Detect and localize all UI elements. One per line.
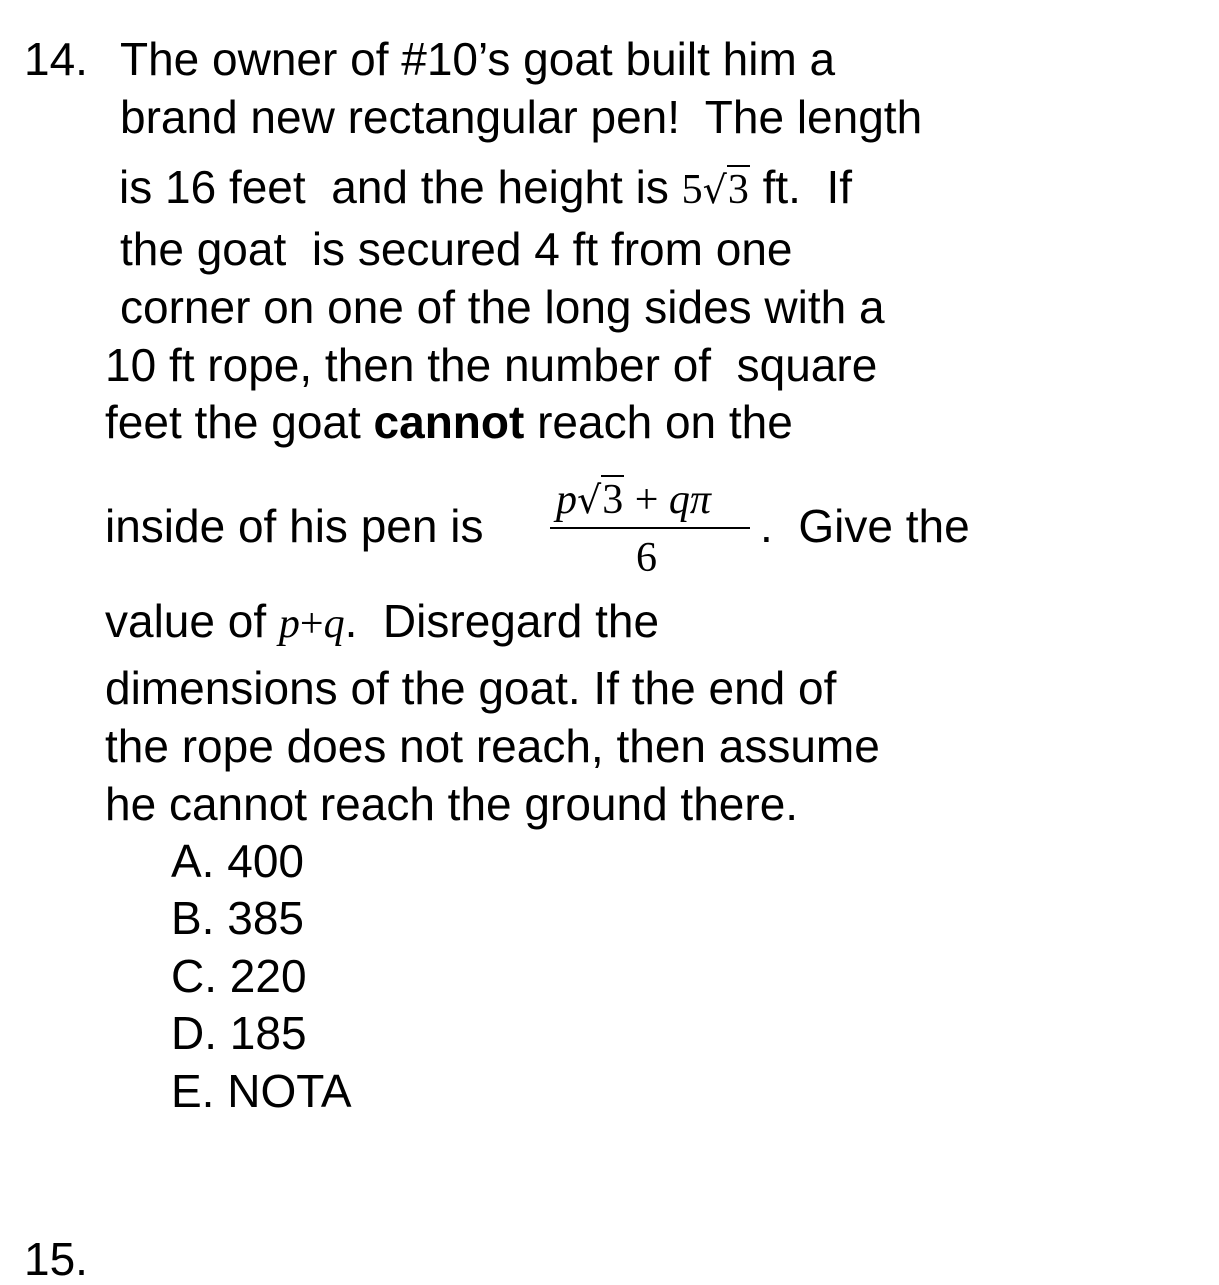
square-root — [577, 476, 624, 524]
question-text-line: . Give the — [760, 500, 970, 552]
height-coefficient: 5 — [681, 167, 703, 213]
question-text-line: he cannot reach the ground there. — [105, 778, 799, 830]
fraction-numerator — [556, 476, 711, 524]
square-root — [703, 169, 750, 211]
sum-expression — [279, 601, 345, 647]
text-segment: value of — [105, 595, 279, 647]
question-text-line: corner on one of the long sides with a — [120, 281, 885, 333]
question-text-line — [105, 396, 793, 448]
fraction-bar — [550, 527, 750, 529]
text-segment: feet the goat — [105, 396, 374, 448]
radical-sign-icon: √ — [577, 478, 602, 522]
answer-choice-a: A. 400 — [171, 835, 304, 887]
variable-p: p — [556, 477, 577, 523]
emphasis-text: cannot — [373, 396, 525, 448]
plus-sign: + — [299, 601, 324, 647]
answer-choice-c: C. 220 — [171, 950, 307, 1002]
question-number: 14. — [24, 33, 88, 85]
question-text-line: the rope does not reach, then assume — [105, 720, 880, 772]
height-expression — [682, 167, 750, 213]
radicand: 3 — [602, 477, 624, 523]
radicand: 3 — [727, 167, 749, 213]
text-segment: . Disregard the — [344, 595, 660, 647]
variable-p: p — [278, 601, 300, 647]
variable-q: q — [323, 601, 345, 647]
answer-choice-e: E. NOTA — [171, 1065, 352, 1117]
question-text-line: 10 ft rope, then the number of square — [105, 339, 878, 391]
text-segment: reach on the — [524, 396, 793, 448]
answer-fraction — [550, 476, 750, 586]
next-question-number: 15. — [24, 1233, 88, 1285]
fraction-denominator: 6 — [636, 535, 657, 581]
question-text-line: inside of his pen is — [105, 500, 484, 552]
text-segment: ft. If — [749, 161, 853, 213]
pi-symbol: π — [689, 477, 711, 523]
question-text-line — [119, 161, 853, 213]
plus-sign: + — [624, 477, 669, 523]
question-text-line: dimensions of the goat. If the end of — [105, 662, 837, 714]
question-text-line: brand new rectangular pen! The length — [120, 91, 923, 143]
question-text-line — [105, 595, 660, 647]
radical-sign-icon: √ — [702, 168, 727, 212]
question-text-line: The owner of #10’s goat built him a — [120, 33, 836, 85]
answer-choice-b: B. 385 — [171, 892, 304, 944]
answer-choice-d: D. 185 — [171, 1007, 307, 1059]
variable-q: q — [668, 477, 690, 523]
question-text-line: the goat is secured 4 ft from one — [120, 223, 793, 275]
text-segment: is 16 feet and the height is — [119, 161, 682, 213]
